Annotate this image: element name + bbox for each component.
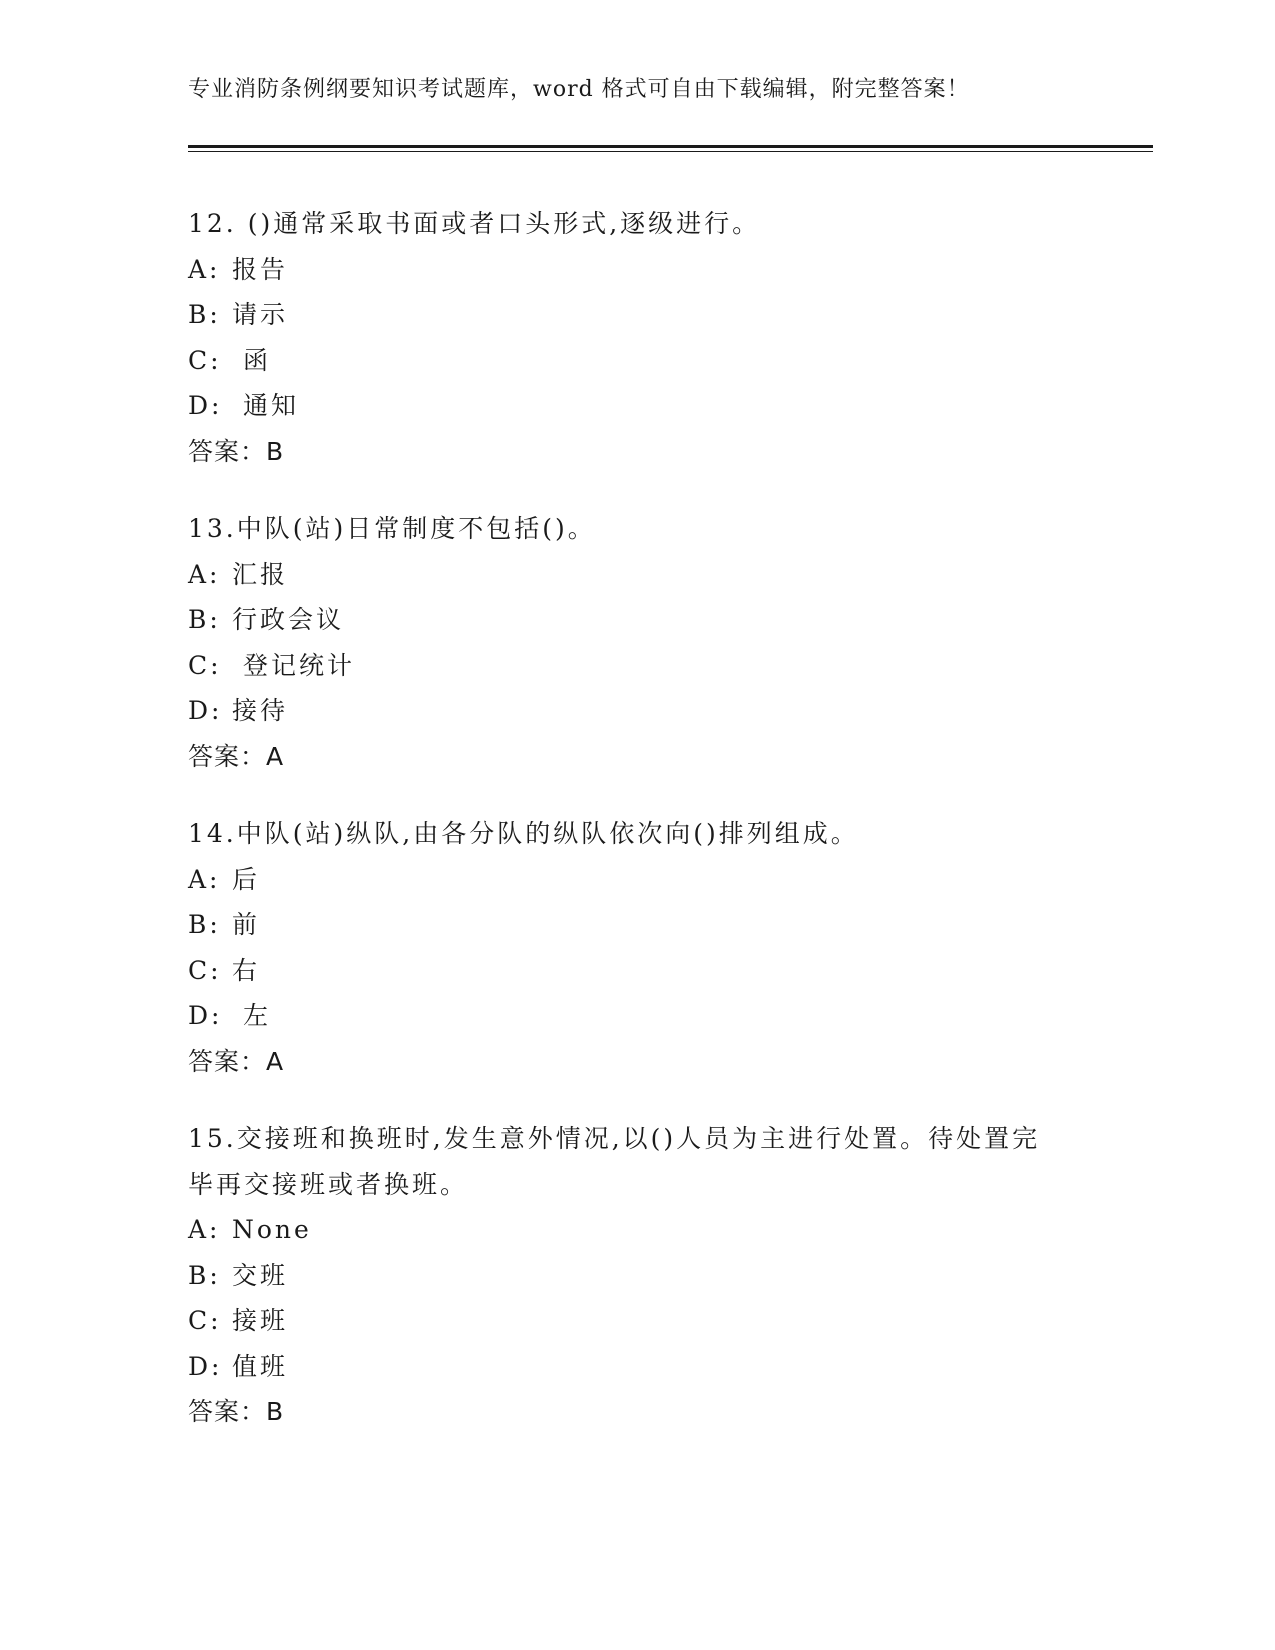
option-key: C: — [188, 345, 222, 375]
option-text: 后 — [232, 864, 261, 894]
option-text: 函 — [232, 345, 271, 375]
option-text: 请示 — [232, 300, 289, 329]
question-text: 13.中队(站)日常制度不包括()。 — [188, 514, 596, 543]
option-d — [188, 1344, 1088, 1390]
option-key: D: — [188, 1351, 223, 1381]
option-b — [188, 1253, 1088, 1299]
option-d — [188, 688, 1088, 734]
option-c — [188, 948, 1088, 994]
option-key: A: — [188, 254, 221, 284]
option-a — [188, 857, 1088, 903]
answer: 答案：A — [188, 741, 285, 771]
option-a — [188, 552, 1088, 598]
question-14 — [188, 811, 1088, 1084]
option-key: B: — [188, 1260, 221, 1290]
question-15 — [188, 1116, 1088, 1435]
option-text: 行政会议 — [232, 605, 345, 634]
option-key: C: — [188, 650, 222, 680]
question-12 — [188, 201, 1088, 474]
option-key: D: — [188, 1001, 223, 1030]
question-text: 12. ()通常采取书面或者口头形式,逐级进行。 — [188, 209, 761, 238]
option-text: 通知 — [232, 391, 299, 420]
document-header: 专业消防条例纲要知识考试题库，word 格式可自由下载编辑，附完整答案！ — [188, 77, 970, 102]
question-13 — [188, 506, 1088, 779]
option-key: A: — [188, 1215, 221, 1244]
option-d — [188, 993, 1088, 1039]
option-text: 右 — [232, 955, 261, 985]
option-text: 左 — [232, 1001, 271, 1030]
option-c — [188, 1298, 1088, 1344]
option-key: A: — [188, 559, 221, 589]
answer: 答案：B — [188, 436, 285, 466]
option-key: C: — [188, 955, 222, 985]
option-text: 前 — [232, 910, 261, 939]
option-a — [188, 1207, 1088, 1253]
option-b — [188, 902, 1088, 948]
question-text: 14.中队(站)纵队,由各分队的纵队依次向()排列组成。 — [188, 819, 859, 848]
question-list — [188, 201, 1088, 1467]
header-rule-thin — [188, 151, 1153, 152]
option-key: B: — [188, 605, 221, 634]
option-text: 接班 — [232, 1306, 289, 1335]
option-text: 汇报 — [232, 559, 289, 589]
option-c — [188, 643, 1088, 689]
option-text: 报告 — [232, 254, 289, 284]
option-key: C: — [188, 1306, 222, 1335]
header-rule-thick — [188, 145, 1153, 148]
option-key: A: — [188, 864, 221, 894]
answer: 答案：A — [188, 1046, 285, 1076]
option-d — [188, 383, 1088, 429]
option-text: 值班 — [232, 1351, 289, 1381]
option-b — [188, 597, 1088, 643]
option-b — [188, 292, 1088, 338]
option-a — [188, 247, 1088, 293]
option-key: B: — [188, 910, 221, 939]
option-key: B: — [188, 300, 221, 329]
option-text: None — [232, 1215, 312, 1244]
option-key: D: — [188, 391, 223, 420]
option-text: 登记统计 — [232, 650, 355, 680]
option-text: 接待 — [232, 696, 289, 725]
option-c — [188, 338, 1088, 384]
answer: 答案：B — [188, 1397, 285, 1426]
option-key: D: — [188, 696, 223, 725]
question-text: 15.交接班和换班时,发生意外情况,以()人员为主进行处置。待处置完毕再交接班或者换班。 — [188, 1124, 1041, 1199]
option-text: 交班 — [232, 1260, 289, 1290]
